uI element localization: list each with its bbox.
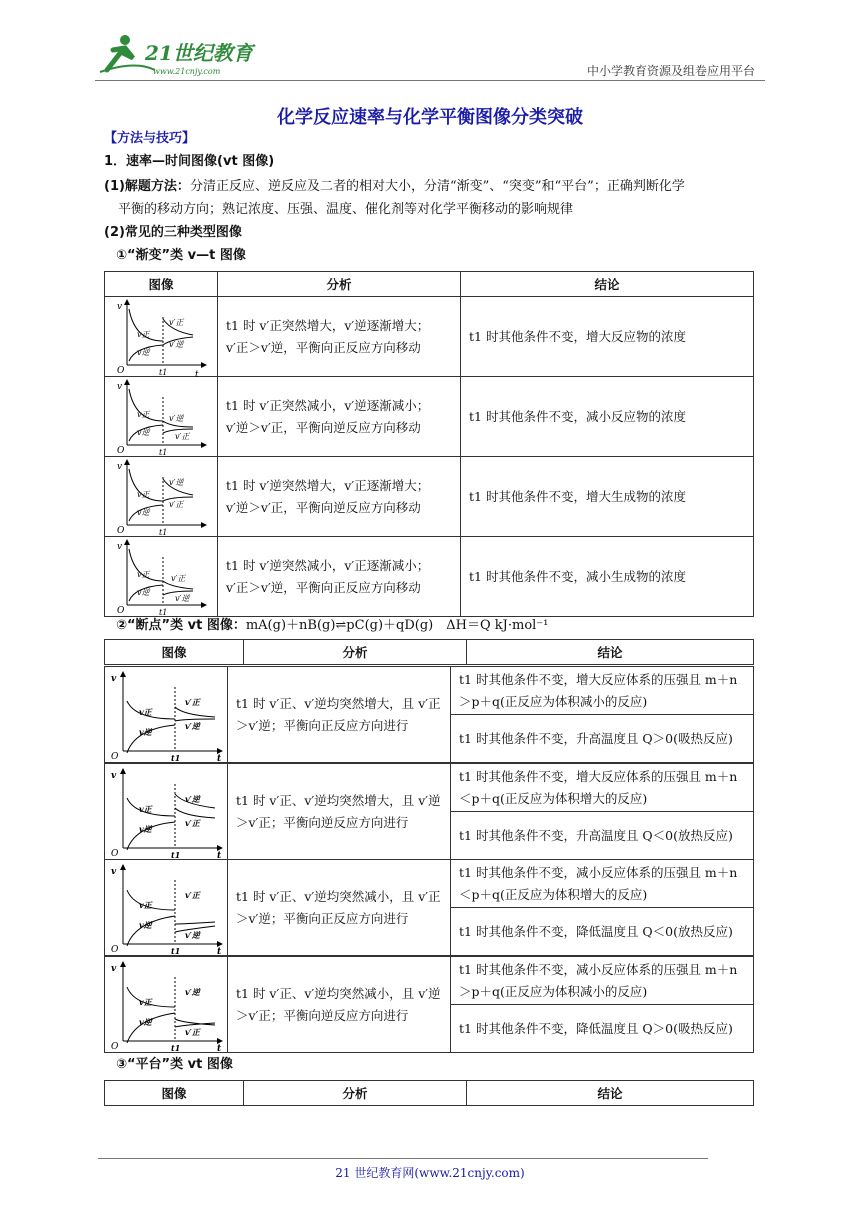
svg-text:v正: v正 xyxy=(137,410,150,419)
col-graph: 图像 xyxy=(105,640,244,665)
breakpoint-table xyxy=(104,639,754,665)
footer-rule xyxy=(98,1158,708,1159)
logo-text: 21世纪教育 xyxy=(145,41,253,65)
table-row xyxy=(105,457,754,537)
svg-text:O: O xyxy=(111,849,119,859)
subheading-breakpoint xyxy=(116,615,548,637)
vt-graph xyxy=(105,764,227,861)
svg-text:t1: t1 xyxy=(171,1043,181,1053)
page-title: 化学反应速率与化学平衡图像分类突破 xyxy=(277,107,583,128)
svg-text:v′逆: v′逆 xyxy=(185,721,200,731)
graph-cell xyxy=(105,667,228,763)
analysis-cell: t1 时 v′逆突然增大，v′正逐渐增大； v′逆＞v′正，平衡向逆反应方向移动 xyxy=(218,457,461,537)
svg-text:v正: v正 xyxy=(137,490,150,499)
logo-url: www.21cnjy.com xyxy=(153,67,221,76)
analysis-cell: t1 时 v′正、v′逆均突然增大，且 v′逆＞v′正；平衡向逆反应方向进行 xyxy=(228,764,451,860)
table-row xyxy=(105,377,754,457)
svg-text:t1: t1 xyxy=(159,368,168,377)
svg-text:v正: v正 xyxy=(137,570,150,579)
col-graph: 图像 xyxy=(105,1081,244,1106)
svg-text:t1: t1 xyxy=(159,608,168,617)
table-header-row xyxy=(105,640,754,665)
svg-text:v: v xyxy=(117,462,123,472)
reaction-equation: mA(g)＋nB(g)⇌pC(g)＋qD(g) ΔH＝Q kJ·mol⁻¹ xyxy=(245,618,549,633)
vt-graph xyxy=(113,457,209,537)
col-conclusion: 结论 xyxy=(467,640,754,665)
graph-cell xyxy=(105,860,228,956)
col-analysis: 分析 xyxy=(218,272,461,297)
svg-text:t1: t1 xyxy=(171,946,181,956)
header-rule xyxy=(95,80,765,81)
col-analysis: 分析 xyxy=(244,1081,467,1106)
breakpoint-table-row xyxy=(104,763,754,860)
svg-text:O: O xyxy=(117,446,125,456)
svg-text:O: O xyxy=(117,526,125,536)
svg-text:v′正: v′正 xyxy=(185,890,200,900)
svg-text:v′正: v′正 xyxy=(169,500,184,509)
svg-text:v′逆: v′逆 xyxy=(185,794,200,804)
svg-text:v′正: v′正 xyxy=(185,697,200,707)
svg-text:v: v xyxy=(117,382,123,392)
platform-table xyxy=(104,1080,754,1106)
svg-text:t1: t1 xyxy=(171,753,181,763)
vt-graph xyxy=(113,537,209,617)
analysis-cell: t1 时 v′正突然减小，v′逆逐渐减小； v′逆＞v′正，平衡向逆反应方向移动 xyxy=(218,377,461,457)
vt-graph xyxy=(105,957,227,1054)
svg-text:v′逆: v′逆 xyxy=(175,594,190,603)
svg-text:t: t xyxy=(217,1044,222,1054)
svg-text:v逆: v逆 xyxy=(139,920,152,930)
conclusion-cell-pressure: t1 时其他条件不变，减小反应体系的压强且 m＋n＞p＋q(正反应为体积减小的反应) xyxy=(451,957,754,1005)
svg-text:v逆: v逆 xyxy=(137,428,150,437)
svg-text:v′逆: v′逆 xyxy=(185,930,200,940)
svg-text:t1: t1 xyxy=(171,850,181,860)
conclusion-cell: t1 时其他条件不变，增大反应物的浓度 xyxy=(461,297,754,377)
svg-text:v逆: v逆 xyxy=(139,1017,152,1027)
vt-graph xyxy=(113,297,209,380)
vt-graph xyxy=(113,377,209,457)
col-graph: 图像 xyxy=(105,272,218,297)
conclusion-cell-temperature: t1 时其他条件不变，升高温度且 Q＞0(吸热反应) xyxy=(451,715,754,763)
svg-text:t: t xyxy=(217,947,222,957)
graph-cell xyxy=(105,764,228,860)
analysis-cell: t1 时 v′逆突然减小，v′正逐渐减小； v′正＞v′逆，平衡向正反应方向移动 xyxy=(218,537,461,617)
svg-text:O: O xyxy=(111,1042,119,1052)
col-conclusion: 结论 xyxy=(461,272,754,297)
paragraph-1-label: (1)解题方法： xyxy=(104,179,190,194)
svg-text:v: v xyxy=(111,771,117,781)
svg-text:v′正: v′正 xyxy=(185,818,200,828)
svg-text:v: v xyxy=(111,867,117,877)
svg-text:v正: v正 xyxy=(139,900,152,910)
analysis-cell: t1 时 v′正突然增大，v′逆逐渐增大； v′正＞v′逆，平衡向正反应方向移动 xyxy=(218,297,461,377)
gradual-table xyxy=(104,271,754,617)
site-logo xyxy=(95,30,265,78)
svg-text:t1: t1 xyxy=(159,448,168,457)
svg-text:v′正: v′正 xyxy=(185,1027,200,1037)
svg-text:v逆: v逆 xyxy=(139,727,152,737)
analysis-cell: t1 时 v′正、v′逆均突然减小，且 v′逆＞v′正；平衡向逆反应方向进行 xyxy=(228,957,451,1053)
svg-text:v′逆: v′逆 xyxy=(185,987,200,997)
footer-text: 21 世纪教育网(www.21cnjy.com) xyxy=(335,1166,525,1180)
table-row xyxy=(105,860,754,908)
conclusion-cell: t1 时其他条件不变，减小反应物的浓度 xyxy=(461,377,754,457)
svg-text:v′正: v′正 xyxy=(169,318,184,327)
svg-text:v: v xyxy=(111,674,117,684)
table-header-row xyxy=(105,272,754,297)
conclusion-cell: t1 时其他条件不变，增大生成物的浓度 xyxy=(461,457,754,537)
svg-text:O: O xyxy=(117,606,125,616)
svg-text:v′逆: v′逆 xyxy=(169,478,184,487)
conclusion-cell-pressure: t1 时其他条件不变，增大反应体系的压强且 m＋n＞p＋q(正反应为体积减小的反应) xyxy=(451,667,754,715)
svg-text:v: v xyxy=(111,964,117,974)
platform-name: 中小学教育资源及组卷应用平台 xyxy=(586,64,755,78)
paragraph-2: (2)常见的三种类型图像 xyxy=(104,225,242,240)
subheading-platform: ③“平台”类 vt 图像 xyxy=(116,1057,233,1072)
section-label: 【方法与技巧】 xyxy=(104,131,196,146)
svg-text:t: t xyxy=(195,370,199,380)
svg-text:v: v xyxy=(117,542,123,552)
conclusion-cell: t1 时其他条件不变，减小生成物的浓度 xyxy=(461,537,754,617)
conclusion-cell-temperature: t1 时其他条件不变，降低温度且 Q＞0(吸热反应) xyxy=(451,1005,754,1053)
svg-text:v逆: v逆 xyxy=(137,348,150,357)
vt-graph xyxy=(105,667,227,764)
svg-text:O: O xyxy=(111,945,119,955)
conclusion-cell-temperature: t1 时其他条件不变，降低温度且 Q＜0(放热反应) xyxy=(451,908,754,956)
conclusion-cell-temperature: t1 时其他条件不变，升高温度且 Q＜0(放热反应) xyxy=(451,812,754,860)
svg-text:v′逆: v′逆 xyxy=(169,340,184,349)
table-row xyxy=(105,957,754,1005)
svg-text:v正: v正 xyxy=(139,707,152,717)
col-conclusion: 结论 xyxy=(467,1081,754,1106)
svg-text:t: t xyxy=(217,754,222,764)
paragraph-1-text: 分清正反应、逆反应及二者的相对大小，分清“渐变”、“突变”和“平台”；正确判断化学 xyxy=(189,179,685,194)
heading-1: 1．速率—时间图像(vt 图像) xyxy=(104,154,275,169)
page-header xyxy=(95,30,765,82)
svg-text:t1: t1 xyxy=(159,528,168,537)
graph-cell xyxy=(105,957,228,1053)
table-header-row xyxy=(105,1081,754,1106)
breakpoint-table-row xyxy=(104,859,754,956)
col-analysis: 分析 xyxy=(244,640,467,665)
table-row xyxy=(105,297,754,377)
svg-text:v逆: v逆 xyxy=(139,824,152,834)
svg-text:v′正: v′正 xyxy=(171,574,186,583)
svg-text:O: O xyxy=(111,752,119,762)
subheading-gradual: ①“渐变”类 v—t 图像 xyxy=(116,248,246,263)
svg-text:v逆: v逆 xyxy=(137,588,150,597)
graph-cell xyxy=(105,377,218,457)
svg-text:v逆: v逆 xyxy=(137,508,150,517)
paragraph-1-cont: 平衡的移动方向；熟记浓度、压强、温度、催化剂等对化学平衡移动的影响规律 xyxy=(118,202,574,217)
conclusion-cell-pressure: t1 时其他条件不变，减小反应体系的压强且 m＋n＜p＋q(正反应为体积增大的反应) xyxy=(451,860,754,908)
svg-text:v′逆: v′逆 xyxy=(169,414,184,423)
table-row xyxy=(105,667,754,715)
breakpoint-table-row xyxy=(104,666,754,763)
paragraph-1 xyxy=(104,176,685,198)
svg-text:t: t xyxy=(217,851,222,861)
breakpoint-table-row xyxy=(104,956,754,1053)
svg-text:v正: v正 xyxy=(137,330,150,339)
breakpoint-label: ②“断点”类 vt 图像： xyxy=(116,618,246,633)
svg-text:v正: v正 xyxy=(139,997,152,1007)
analysis-cell: t1 时 v′正、v′逆均突然减小，且 v′正＞v′逆；平衡向正反应方向进行 xyxy=(228,860,451,956)
svg-text:O: O xyxy=(117,366,125,376)
vt-graph xyxy=(105,860,227,957)
conclusion-cell-pressure: t1 时其他条件不变，增大反应体系的压强且 m＋n＜p＋q(正反应为体积增大的反应) xyxy=(451,764,754,812)
svg-text:v正: v正 xyxy=(139,804,152,814)
svg-text:v: v xyxy=(117,302,123,312)
table-row xyxy=(105,764,754,812)
analysis-cell: t1 时 v′正、v′逆均突然增大，且 v′正＞v′逆；平衡向正反应方向进行 xyxy=(228,667,451,763)
table-row xyxy=(105,537,754,617)
graph-cell xyxy=(105,537,218,617)
svg-text:v′正: v′正 xyxy=(175,432,190,441)
graph-cell xyxy=(105,297,218,380)
graph-cell xyxy=(105,457,218,537)
